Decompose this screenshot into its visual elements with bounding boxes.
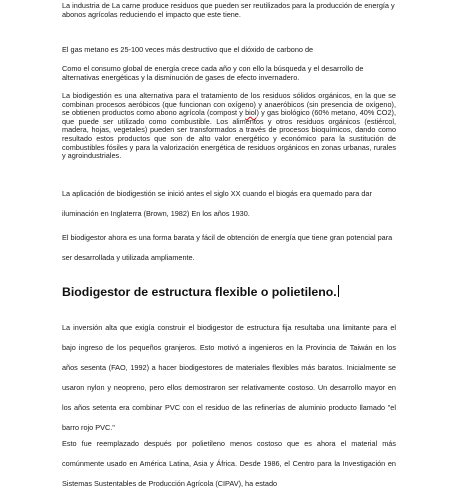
text-cursor	[338, 285, 339, 297]
spellcheck-word[interactable]: biol	[245, 108, 257, 118]
paragraph-meat-industry: La industria de La carne produce residuos que pueden ser reutilizados para la producción de energía y abonos agrícolas reduciendo el impacto que este tiene.	[62, 1, 395, 19]
paragraph-biodigestor-potential: El biodigestor ahora es una forma barata y fácil de obtención de energía que tiene gran potencial para ser desarrollada y utilizada ampliamente.	[62, 233, 393, 262]
paragraph-biodigestion-part-b: ) y gas biológico (60% metano, 40% CO2), que puede ser utilizado como combustible. Los alimentos y otros residuos orgánicos (estiércol, madera, hojas, vegetales) pueden ser transformados a través de procesos bioquímicos, dando como resultado estos productos que son de alto valor energético y económico para la sustitución de combustibles fósiles y para la valorización energética de residuos orgánicos en zonas urbanas, rurales y agroindustriales.	[62, 108, 396, 161]
section-heading-text: Biodigestor de estructura flexible o polietileno.	[62, 285, 337, 299]
paragraph-polyethylene: Esto fue reemplazado después por polietileno menos costoso que es ahora el material más comúnmente usado en América Latina, Asia y África. Desde 1986, el Centro para la Investigación en Sistemas Sustentables de Producción Agrícola (CIPAV), ha estado	[62, 439, 396, 488]
paragraph-biodigestion	[62, 92, 396, 161]
paragraph-energy-consumption: Como el consumo global de energía crece cada año y con ello la búsqueda y el desarrollo de alternativas energéticas y la disminución de gases de efecto invernadero.	[62, 64, 364, 82]
section-heading[interactable]	[62, 285, 339, 300]
paragraph-biodigestion-part-a: La biodigestión es una alternativa para el tratamiento de los residuos sólidos orgánicos, en la que se combinan procesos aeróbicos (que funcionan con oxígeno) y anaeróbicos (sin presencia de oxígeno), se obtienen productos como abono agrícola (compost y	[62, 91, 396, 118]
paragraph-investment: La inversión alta que exigía construir el biodigestor de estructura fija resultaba una limitante para el bajo ingreso de los pequeños granjeros. Esto motivó a ingenieros en la Provincia de Taiwán en los años sesenta (FAO, 1992) a hacer biodigestores de materiales flexibles más baratos. Inicialmente se usaron nylon y neopreno, pero ellos demostraron ser relativamente costoso. Un desarrollo mayor en los años setenta era combinar PVC con el residuo de las refinerías de aluminio producto llamado "el barro rojo PVC."	[62, 323, 396, 432]
paragraph-methane: El gas metano es 25-100 veces más destructivo que el dióxido de carbono de	[62, 45, 314, 54]
paragraph-history: La aplicación de biodigestión se inició antes el siglo XX cuando el biogás era quemado para dar iluminación en Inglaterra (Brown, 1982) En los años 1930.	[62, 189, 372, 218]
